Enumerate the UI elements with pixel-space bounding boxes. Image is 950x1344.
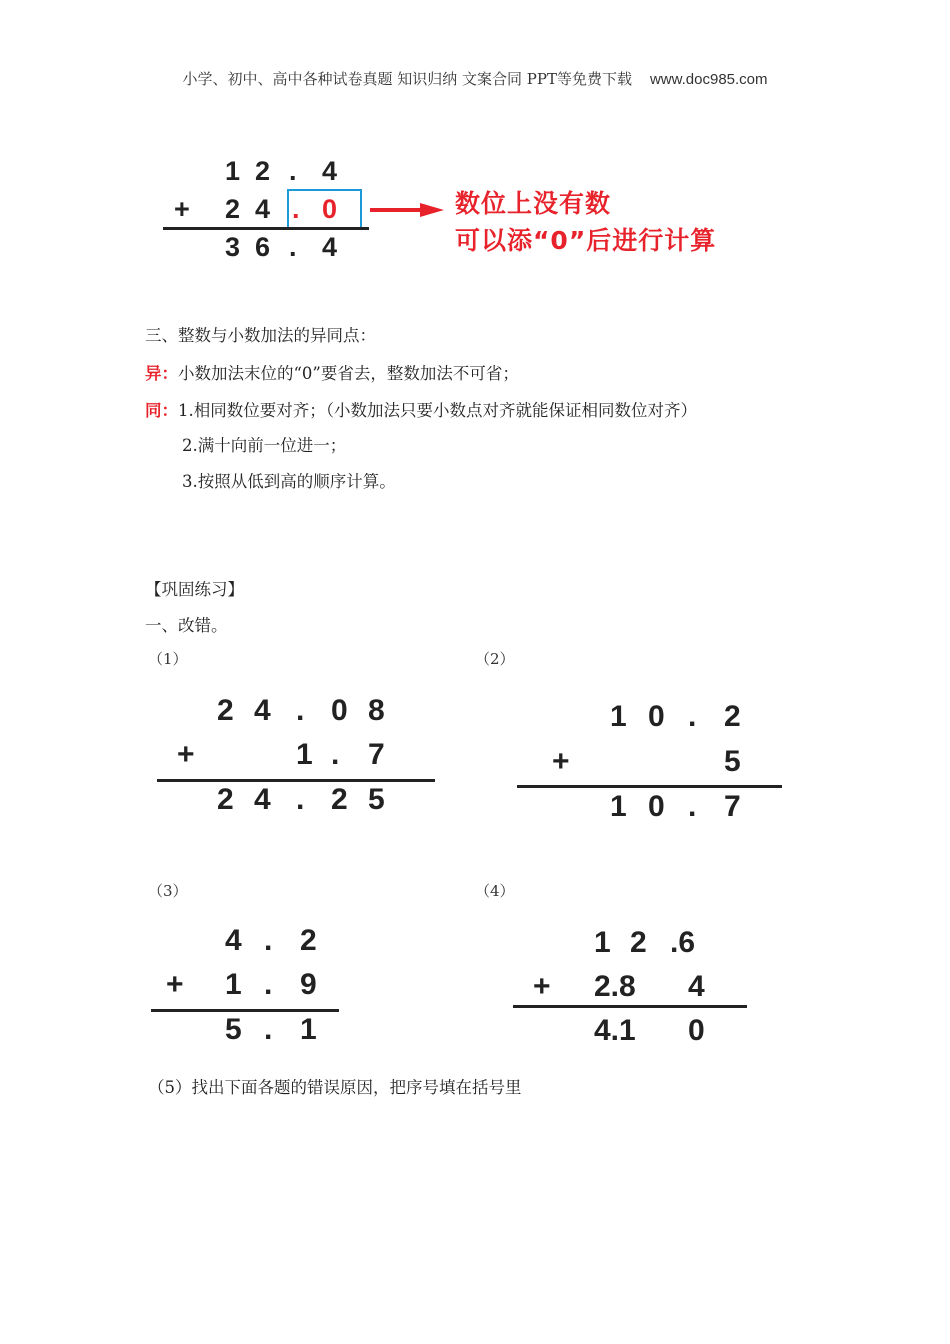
digit: 2 — [217, 783, 234, 816]
digit: 2 — [630, 926, 647, 959]
plus-sign: + — [177, 738, 195, 771]
digit: 9 — [300, 968, 317, 1001]
same-item-2: 2.满十向前一位进一； — [182, 436, 347, 455]
section-3-title: 三、整数与小数加法的异同点： — [145, 326, 376, 345]
digit: . — [292, 194, 300, 224]
digit: 2 — [255, 156, 271, 186]
digit: 2 — [225, 194, 241, 224]
same-item-1: 1.相同数位要对齐；（小数加法只要小数点对齐就能保证相同数位对齐） — [178, 401, 697, 420]
header-text: 小学、初中、高中各种试卷真题 知识归纳 文案合同 PPT等免费下载 — [182, 70, 632, 88]
digit: 1 — [594, 926, 611, 959]
digit: 2.8 — [594, 970, 636, 1003]
digit: 4 — [254, 694, 271, 727]
sum-line — [513, 1005, 747, 1008]
page-header — [0, 68, 950, 89]
practice-part-5: （5）找出下面各题的错误原因，把序号填在括号里 — [148, 1078, 522, 1097]
same-row — [145, 397, 697, 421]
digit: 1 — [296, 738, 313, 771]
digit: 0 — [322, 194, 338, 224]
digit: . — [688, 790, 697, 823]
digit: 1 — [610, 700, 627, 733]
difference-row — [145, 360, 519, 384]
same-item-3: 3.按照从低到高的顺序计算。 — [182, 472, 396, 491]
practice-part-1: 一、改错。 — [145, 616, 228, 635]
problem-1-label: （1） — [148, 650, 188, 668]
header-site: www.doc985.com — [649, 71, 768, 88]
arrow-icon — [368, 200, 448, 220]
digit: 5 — [368, 783, 385, 816]
digit: . — [296, 694, 305, 727]
digit: 4.1 — [594, 1014, 636, 1047]
digit: 8 — [368, 694, 385, 727]
digit: 3 — [225, 232, 241, 262]
digit: 0 — [688, 1014, 705, 1047]
digit: 1 — [225, 968, 242, 1001]
digit: .6 — [670, 926, 696, 959]
digit: 1 — [300, 1013, 317, 1046]
digit: . — [289, 232, 297, 262]
digit: 4 — [254, 783, 271, 816]
digit: . — [264, 1013, 273, 1046]
plus-sign: + — [174, 194, 190, 224]
sum-line — [151, 1009, 339, 1012]
same-label: 同： — [145, 401, 178, 420]
digit: 5 — [724, 745, 741, 778]
digit: 4 — [225, 924, 242, 957]
digit: 6 — [255, 232, 271, 262]
problem-4-label: （4） — [475, 882, 515, 900]
sum-line — [157, 779, 435, 782]
digit: . — [264, 924, 273, 957]
digit: 5 — [225, 1013, 242, 1046]
practice-title: 【巩固练习】 — [145, 580, 244, 599]
note-line-1: 数位上没有数 — [455, 189, 612, 218]
digit: 2 — [724, 700, 741, 733]
digit: 2 — [217, 694, 234, 727]
digit: 1 — [610, 790, 627, 823]
digit: 0 — [648, 790, 665, 823]
plus-sign: + — [533, 970, 551, 1003]
digit: 2 — [300, 924, 317, 957]
problem-3-label: （3） — [148, 882, 188, 900]
digit: . — [264, 968, 273, 1001]
digit: 4 — [322, 156, 338, 186]
digit: . — [331, 738, 340, 771]
note-line-2: 可以添“0”后进行计算 — [455, 226, 717, 255]
digit: 7 — [724, 790, 741, 823]
plus-sign: + — [552, 745, 570, 778]
digit: 4 — [322, 232, 338, 262]
digit: 1 — [225, 156, 241, 186]
digit: 4 — [255, 194, 271, 224]
plus-sign: + — [166, 968, 184, 1001]
sum-line — [517, 785, 782, 788]
digit: . — [289, 156, 297, 186]
digit: 2 — [331, 783, 348, 816]
difference-text: 小数加法末位的“0”要省去，整数加法不可省； — [178, 364, 519, 383]
digit: . — [296, 783, 305, 816]
problem-2-label: （2） — [475, 650, 515, 668]
digit: 7 — [368, 738, 385, 771]
digit: 0 — [648, 700, 665, 733]
digit: 4 — [688, 970, 705, 1003]
sum-line — [163, 227, 369, 230]
digit: 0 — [331, 694, 348, 727]
difference-label: 异： — [145, 364, 178, 383]
digit: . — [688, 700, 697, 733]
